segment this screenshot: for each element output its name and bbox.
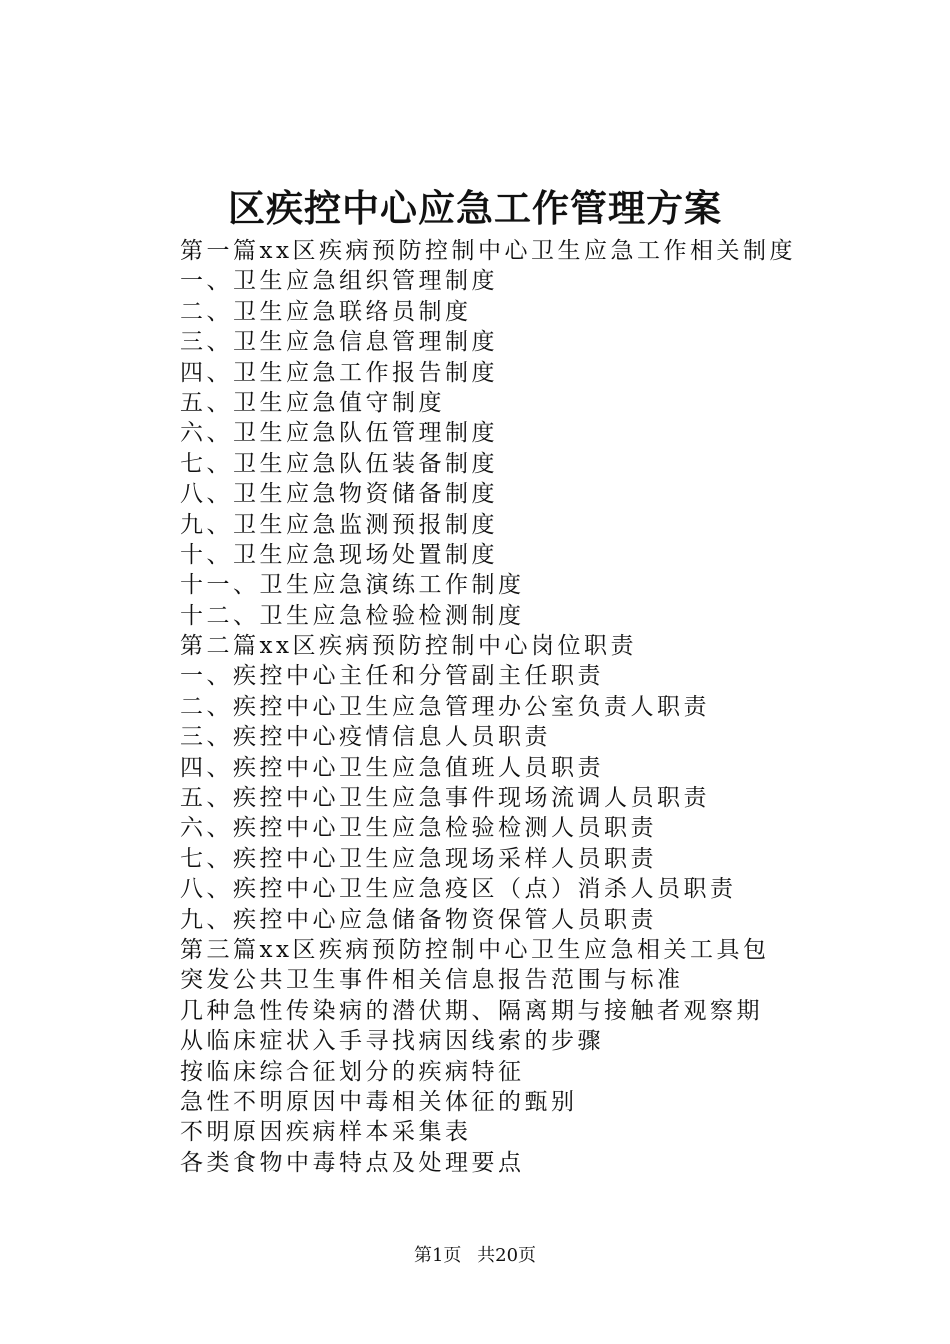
toc-line: 突发公共卫生事件相关信息报告范围与标准	[180, 967, 684, 994]
toc-line: 十二、卫生应急检验检测制度	[180, 602, 525, 629]
toc-line: 六、卫生应急队伍管理制度	[180, 420, 498, 447]
toc-line: 十、卫生应急现场处置制度	[180, 541, 498, 568]
toc-line: 七、卫生应急队伍装备制度	[180, 450, 498, 477]
toc-line: 三、卫生应急信息管理制度	[180, 329, 498, 356]
toc-line: 五、卫生应急值守制度	[180, 389, 445, 416]
toc-line: 二、疾控中心卫生应急管理办公室负责人职责	[180, 693, 710, 720]
toc-line: 五、疾控中心卫生应急事件现场流调人员职责	[180, 785, 710, 812]
page-footer	[0, 1244, 950, 1268]
toc-line: 从临床症状入手寻找病因线索的步骤	[180, 1028, 604, 1055]
toc-line: 二、卫生应急联络员制度	[180, 298, 472, 325]
toc-line: 八、卫生应急物资储备制度	[180, 481, 498, 508]
toc-line: 几种急性传染病的潜伏期、隔离期与接触者观察期	[180, 997, 763, 1024]
toc-line: 八、疾控中心卫生应急疫区（点）消杀人员职责	[180, 876, 737, 903]
toc-line: 九、卫生应急监测预报制度	[180, 511, 498, 538]
page-total: 共20页	[477, 1245, 537, 1266]
toc-line: 三、疾控中心疫情信息人员职责	[180, 724, 551, 751]
toc-line: 急性不明原因中毒相关体征的甄别	[180, 1088, 578, 1115]
toc-line: 十一、卫生应急演练工作制度	[180, 572, 525, 599]
toc-line: 九、疾控中心应急储备物资保管人员职责	[180, 906, 657, 933]
toc-line: 不明原因疾病样本采集表	[180, 1119, 472, 1146]
toc-line: 第三篇xx区疾病预防控制中心卫生应急相关工具包	[180, 936, 770, 963]
toc-line: 四、卫生应急工作报告制度	[180, 359, 498, 386]
toc-line: 第一篇xx区疾病预防控制中心卫生应急工作相关制度	[180, 238, 796, 264]
toc-line: 第二篇xx区疾病预防控制中心岗位职责	[180, 633, 637, 660]
page-number: 第1页	[413, 1245, 462, 1266]
toc-line: 各类食物中毒特点及处理要点	[180, 1149, 525, 1176]
toc-line: 一、疾控中心主任和分管副主任职责	[180, 663, 604, 690]
toc-line: 按临床综合征划分的疾病特征	[180, 1058, 525, 1085]
document-title: 区疾控中心应急工作管理方案	[228, 186, 722, 230]
toc-line: 六、疾控中心卫生应急检验检测人员职责	[180, 815, 657, 842]
toc-line: 七、疾控中心卫生应急现场采样人员职责	[180, 845, 657, 872]
table-of-contents	[180, 236, 880, 1178]
toc-line: 一、卫生应急组织管理制度	[180, 268, 498, 295]
toc-line: 四、疾控中心卫生应急值班人员职责	[180, 754, 604, 781]
